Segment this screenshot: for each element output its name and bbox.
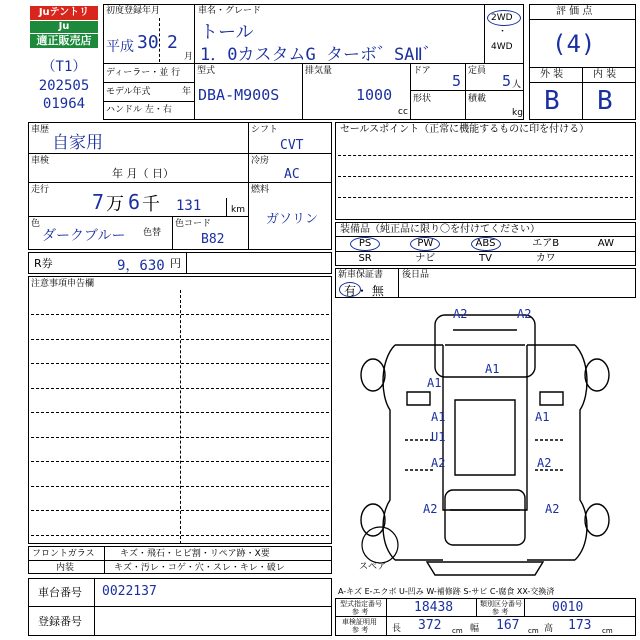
capacity-value: 5	[502, 72, 512, 90]
drive-4wd: 4WD	[491, 42, 513, 52]
chassis-value: 0022137	[102, 584, 157, 599]
mileage-man-unit: 万	[106, 194, 124, 215]
damage-mark: A2	[453, 307, 468, 321]
type-value: DBA-M900S	[198, 86, 280, 104]
sales-point-box	[335, 122, 636, 220]
size-label: 車検証明用	[342, 618, 377, 626]
model-year-label: モデル年式	[106, 87, 151, 97]
equipment-label: 装備品（純正品に限り〇を付けてください）	[340, 224, 540, 235]
score-int: B	[597, 86, 613, 116]
interior-value: キズ・汚レ・コゲ・穴・スレ・キレ・破レ	[114, 563, 285, 573]
logo-box	[28, 4, 100, 122]
drive-2wd: 2WD	[491, 13, 513, 23]
shift-value: CVT	[280, 138, 304, 153]
color-label: 色	[31, 219, 41, 229]
notes-label: 注意事項申告欄	[31, 279, 95, 289]
size-width-label: 幅	[470, 624, 480, 634]
reg-label: 初度登録年月	[106, 6, 161, 16]
color-code: B82	[201, 232, 225, 247]
color-change: 色替	[143, 228, 162, 238]
size-width-unit: cm	[528, 627, 539, 635]
reg-era: 平成	[106, 39, 134, 55]
equipment-circle	[350, 237, 380, 251]
color-code-label: 色コード	[175, 219, 212, 229]
dealer-label: ディーラー・並 行	[106, 68, 181, 78]
score-ext-label: 外 装	[540, 69, 564, 80]
damage-mark: A2	[423, 502, 438, 516]
damage-mark: A2	[537, 456, 552, 470]
regnum-label: 登録番号	[38, 615, 82, 628]
logo-brand: Juテントリ	[30, 6, 98, 20]
legend: A-キズ E-エクボ U-凹み W-補修跡 S-サビ C-腐食 XX-交換済	[338, 587, 555, 596]
car-reg-label: 車歴	[31, 125, 50, 135]
size-length-unit: cm	[452, 627, 463, 635]
reg-month: 2	[167, 32, 178, 53]
damage-mark: A2	[517, 307, 532, 321]
car-name: トール	[200, 22, 254, 43]
damage-mark: A1	[431, 410, 446, 424]
mileage-label: 走行	[31, 185, 50, 195]
displacement-value: 1000	[356, 86, 393, 104]
car-grade: 1．0カスタムG ターボ゛SAⅡ゛	[200, 45, 440, 65]
damage-mark: A1	[485, 362, 500, 376]
recycle-label: R券	[34, 257, 53, 270]
glass-value: キズ・飛石・ヒビ割・リペア跡・X要	[120, 549, 270, 559]
class-num-sub: 参 考	[492, 608, 509, 616]
lot-line1: 202505	[38, 78, 90, 94]
car-diagram	[335, 300, 636, 580]
lot-line2: 01964	[42, 96, 86, 112]
score-value: (4)	[552, 30, 596, 58]
logo-shop: 適正販売店	[30, 34, 98, 48]
type-cert-value: 18438	[414, 600, 454, 615]
warranty-label: 新車保証書	[338, 270, 384, 280]
equipment-item: PW	[417, 238, 434, 249]
interior-label: 内装	[56, 563, 75, 573]
equipment-item: AW	[597, 238, 614, 249]
car-name-label: 車名・グレード	[198, 6, 262, 16]
car-reg-value: 自家用	[52, 133, 103, 153]
displacement-unit: cc	[398, 107, 408, 117]
size-length: 372	[418, 618, 442, 633]
sales-point-label: セールスポイント（正常に機能するものに印を付ける）	[340, 124, 590, 135]
shape-label: 形状	[413, 94, 432, 104]
aircon-value: AC	[284, 167, 300, 182]
damage-diagram-box	[335, 300, 636, 580]
shift-label: シフト	[251, 125, 279, 135]
damage-mark: A2	[431, 456, 446, 470]
mileage-rest: 131	[176, 198, 202, 214]
fuel-label: 燃料	[251, 185, 270, 195]
mileage-man: 7	[92, 190, 105, 214]
recycle-unit: 円	[170, 257, 181, 270]
load-unit: kg	[512, 108, 523, 118]
glass-label: フロントガラス	[32, 549, 95, 559]
mileage-sen-unit: 千	[142, 194, 160, 215]
reg-month-unit: 月	[184, 52, 194, 62]
type-label: 型式	[197, 66, 216, 76]
size-width: 167	[496, 618, 520, 633]
class-num-label: 類別区分番号	[480, 600, 522, 608]
capacity-unit: 人	[512, 80, 522, 90]
size-height-unit: cm	[602, 627, 613, 635]
after-label: 後日品	[402, 270, 430, 280]
load-label: 積載	[468, 94, 487, 104]
door-label: ドア	[413, 66, 431, 76]
logo-code: （T1）	[41, 59, 87, 75]
class-num-value: 0010	[552, 600, 584, 615]
equipment-item: エアB	[532, 238, 560, 249]
mileage-unit: km	[231, 205, 245, 215]
equipment-item: PS	[358, 238, 372, 249]
score-label: 評 価 点	[556, 6, 593, 17]
fuel-value: ガソリン	[266, 212, 319, 227]
displacement-label: 排気量	[305, 66, 333, 76]
color-value: ダークブルー	[42, 228, 126, 244]
recycle-value: 9，630	[117, 258, 165, 274]
door-value: 5	[452, 72, 462, 90]
score-ext: B	[544, 86, 560, 116]
type-cert-label: 型式指定番号	[340, 600, 382, 608]
capacity-label: 定員	[468, 66, 487, 76]
type-cert-sub: 参 考	[352, 608, 369, 616]
damage-mark: U1	[431, 430, 446, 444]
model-year-unit: 年	[182, 87, 192, 97]
equipment-item: ナビ	[415, 253, 436, 264]
logo-ju: Ju	[30, 21, 98, 33]
damage-mark: A1	[535, 410, 550, 424]
warranty-value: 有・ 無	[344, 284, 384, 298]
equipment-item: ABS	[475, 238, 496, 249]
equipment-circle	[471, 237, 501, 251]
size-height-label: 高	[544, 624, 554, 634]
size-length-label: 長	[392, 624, 402, 634]
equipment-item: SR	[358, 253, 372, 264]
equipment-item: TV	[479, 253, 492, 264]
equipment-item: カワ	[535, 253, 556, 264]
damage-mark: A1	[427, 376, 442, 390]
size-sub: 参 考	[352, 626, 369, 634]
spare-label: スペア	[359, 562, 387, 572]
handle-label: ハンドル 左・右	[106, 105, 172, 115]
mileage-sen: 6	[128, 190, 141, 214]
score-int-label: 内 装	[593, 69, 617, 80]
inspection-label: 車検	[31, 156, 50, 166]
size-height: 173	[568, 618, 592, 633]
drive-dot: ・	[498, 27, 508, 37]
inspection-text: 年 月（ 日）	[112, 167, 174, 180]
damage-mark: A2	[545, 502, 560, 516]
aircon-label: 冷房	[251, 156, 270, 166]
chassis-label: 車台番号	[38, 586, 82, 599]
reg-year: 30	[137, 32, 159, 53]
